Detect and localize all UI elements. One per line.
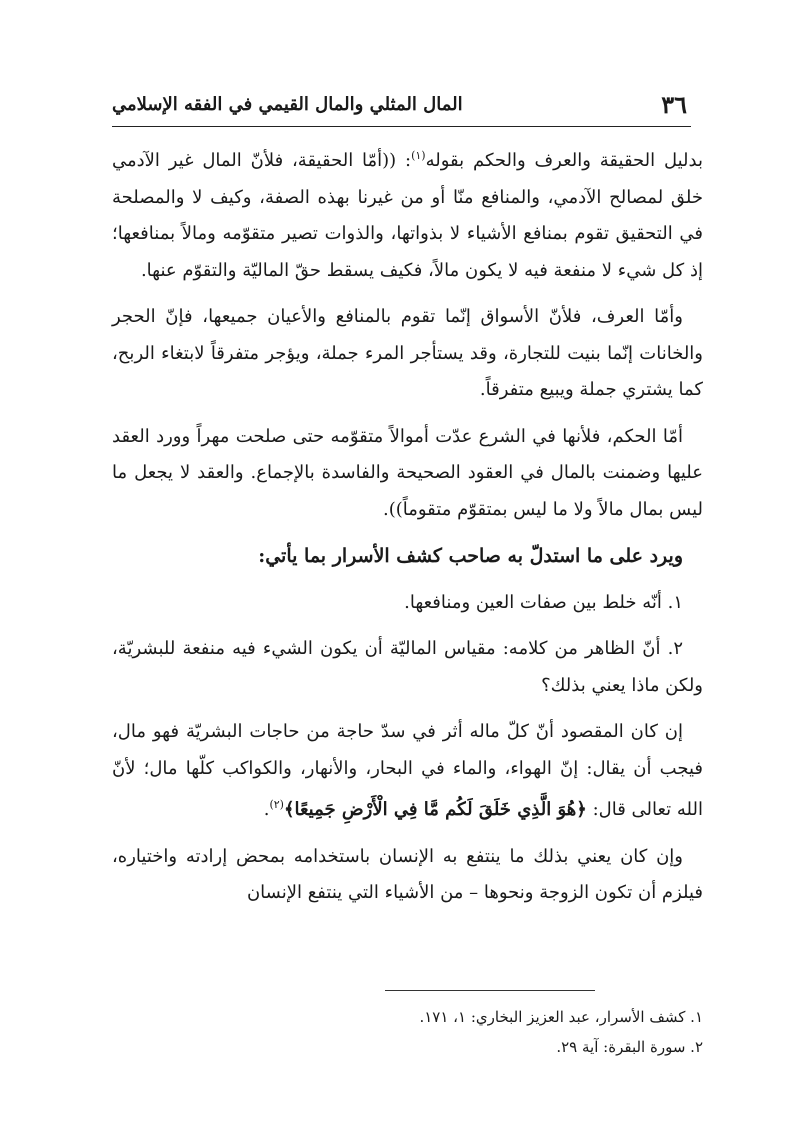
paragraph-text: إن كان المقصود أنّ كلّ ماله أثر في سدّ حاجة من حاجات البشريّة فهو مال، فيجب أن يقال: إنّ الهواء، والماء في البحار، والأنهار، والكواكب كلّها مال؛ لأنّ الله تعالى قال:	[112, 721, 703, 820]
quran-verse: ﴿هُوَ الَّذِي خَلَقَ لَكُم مَّا فِي الْأَرْضِ جَمِيعًا﴾	[283, 799, 587, 820]
list-item-2: ٢. أنّ الظاهر من كلامه: مقياس الماليّة أن يكون الشيء فيه منفعة للبشريّة، ولكن ماذا يعني بذلك؟	[112, 638, 703, 696]
paragraph-definition	[112, 138, 703, 289]
paragraph-custom: وأمّا العرف، فلأنّ الأسواق إنّما تقوم بالمنافع والأعيان جميعها، فإنّ الحجر والخانات إنّما بنيت للتجارة، وقد يستأجر المرء جملة، ويؤجر متفرقاً لابتغاء الربح، كما يشتري جملة ويبيع متفرقاً.	[112, 306, 703, 400]
footnote-2: ٢. سورة البقرة: آية ٢٩.	[556, 1038, 703, 1056]
footnote-separator	[385, 990, 595, 991]
paragraph-text: بدليل الحقيقة والعرف والحكم بقوله	[425, 150, 703, 171]
running-title: المال المثلي والمال القيمي في الفقه الإسلامي	[112, 94, 463, 115]
footnotes	[419, 1002, 703, 1062]
paragraph-ruling: أمّا الحكم، فلأنها في الشرع عدّت أموالاً متقوّمه حتى صلحت مهراً وورد العقد عليها وضمنت بالمال في العقود الصحيحة والفاسدة بالإجماع. والعقد لا يجعل ما ليس بمال مالاً ولا ما ليس بمتقوّم متقوماً)).	[112, 425, 703, 520]
paragraph-text: : ((أمّا الحقيقة، فلأنّ المال غير الآدمي خلق لمصالح الآدمي، والمنافع منّا أو من غيرنا بهذه الصفة، وكيف لا والمصلحة في التحقيق تقوم بمنافع الأشياء لا بذواتها، والذوات تصير متقوّمه ومالاً بمنافعها؛ إذ كل شيء لا منفعة فيه لا يكون مالاً، فكيف يسقط حقّ الماليّة والتقوّم عنها.	[112, 150, 703, 281]
list-item-1: ١. أنّه خلط بين صفات العين ومنافعها.	[404, 591, 683, 613]
page-header	[112, 86, 691, 127]
footnote-ref-2: (٢)	[269, 798, 284, 811]
paragraph-continuation: وإن كان يعني بذلك ما ينتفع به الإنسان باستخدامه بمحض إرادته واختياره، فيلزم أن تكون الزوجة ونحوها – من الأشياء التي ينتفع الإنسان	[112, 845, 703, 903]
paragraph-quran	[112, 714, 703, 829]
paragraph-text: .	[263, 799, 270, 820]
footnote-1: ١. كشف الأسرار، عبد العزيز البخاري: ١، ١٧١.	[419, 1008, 703, 1026]
section-heading: ويرد على ما استدلّ به صاحب كشف الأسرار بما يأتي:	[258, 545, 683, 567]
body-text	[112, 138, 703, 922]
footnote-ref-1: (١)	[411, 149, 426, 162]
page-number: ٣٦	[661, 90, 687, 119]
